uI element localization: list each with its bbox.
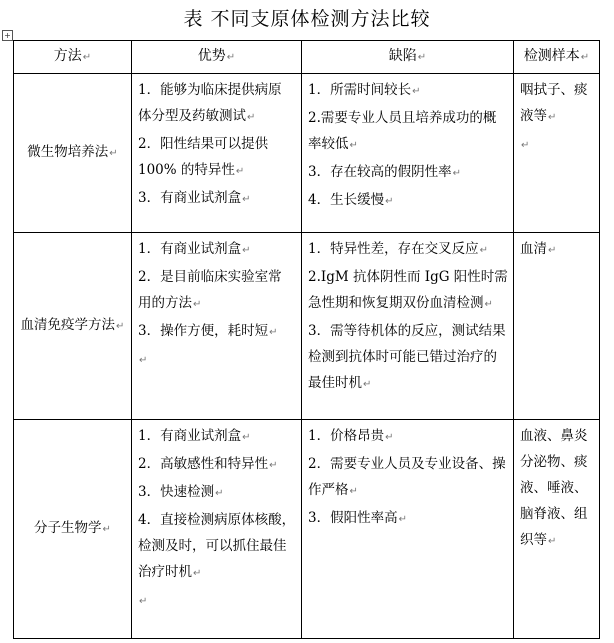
disadvantages-cell: 1．价格昂贵↵ 2．需要专业人员及专业设备、操 作严格↵ 3．假阳性率高↵ xyxy=(302,420,514,639)
table-move-handle-icon[interactable]: + xyxy=(2,30,13,41)
header-samples: 检测样本↵ xyxy=(514,41,600,74)
header-disadvantages: 缺陷↵ xyxy=(302,41,514,74)
paragraph-mark-icon: ↵ xyxy=(226,52,236,63)
method-cell: 分子生物学↵ xyxy=(14,420,132,639)
table-row xyxy=(14,420,600,639)
advantages-cell: 1．有商业试剂盒↵ 2．高敏感性和特异性↵ 3．快速检测↵ 4．直接检测病原体核酸， 检测及时，可以抓住最佳 治疗时机↵ ↵ xyxy=(132,420,302,639)
samples-cell: 血清↵ xyxy=(514,233,600,420)
paragraph-mark-icon: ↵ xyxy=(109,148,118,159)
paragraph-mark-icon: ↵ xyxy=(417,52,427,63)
samples-cell: 血液、鼻炎 分泌物、痰 液、唾液、 脑脊液、组 织等↵ xyxy=(514,420,600,639)
advantages-cell: 1．能够为临床提供病原 体分型及药敏测试↵ 2．阳性结果可以提供 100% 的特异性↵ 3．有商业试剂盒↵ xyxy=(132,74,302,233)
table-title: 表 不同支原体检测方法比较 xyxy=(183,8,431,30)
method-cell: 微生物培养法↵ xyxy=(14,74,132,233)
disadvantages-cell: 1．特异性差，存在交叉反应↵ 2.IgM 抗体阴性而 IgG 阳性时需 急性期和恢复期双份血清检测↵ 3．需等待机体的反应，测试结果 检测到抗体时可能已错过治疗的 最佳时机↵ xyxy=(302,233,514,420)
paragraph-mark-icon: ↵ xyxy=(82,52,92,63)
paragraph-mark-icon: ↵ xyxy=(580,52,590,63)
method-cell: 血清免疫学方法↵ xyxy=(14,233,132,420)
paragraph-mark-icon: ↵ xyxy=(102,524,111,535)
comparison-table xyxy=(13,40,600,639)
disadvantages-cell: 1．所需时间较长↵ 2.需要专业人员且培养成功的概 率较低↵ 3．存在较高的假阴性率↵ 4．生长缓慢↵ xyxy=(302,74,514,233)
header-advantages: 优势↵ xyxy=(132,41,302,74)
table-header-row xyxy=(14,41,600,74)
table-row xyxy=(14,233,600,420)
header-method: 方法↵ xyxy=(14,41,132,74)
paragraph-mark-icon: ↵ xyxy=(116,321,125,332)
table-row xyxy=(14,74,600,233)
samples-cell: 咽拭子、痰 液等↵ ↵ xyxy=(514,74,600,233)
advantages-cell: 1．有商业试剂盒↵ 2．是目前临床实验室常 用的方法↵ 3．操作方便，耗时短↵ ↵ xyxy=(132,233,302,420)
